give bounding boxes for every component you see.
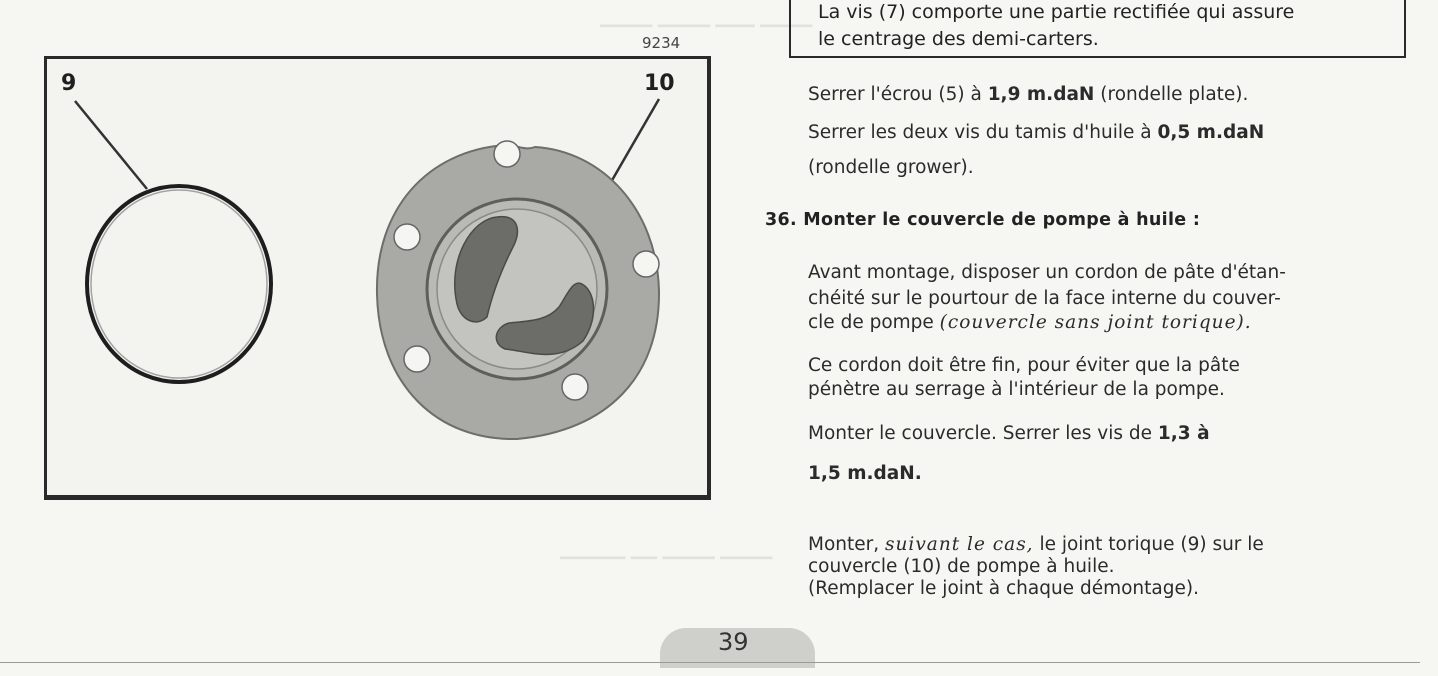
leader-line-10 bbox=[607, 99, 659, 189]
torque-value-line: 1,5 m.daN. bbox=[808, 463, 922, 484]
text-span: le joint torique (9) sur le bbox=[1033, 534, 1264, 555]
italic-text: suivant le cas, bbox=[885, 534, 1034, 555]
figure-frame bbox=[44, 56, 711, 500]
text-span: cle de pompe bbox=[808, 312, 940, 333]
text-span: Monter, bbox=[808, 534, 886, 555]
callout-10: 10 bbox=[644, 71, 675, 96]
pump-cover-illustration bbox=[47, 59, 707, 495]
paragraph-line: chéité sur le pourtour de la face interne du couver- bbox=[808, 288, 1281, 309]
note-box bbox=[789, 0, 1406, 58]
paragraph-line: Ce cordon doit être fin, pour éviter que la pâte bbox=[808, 355, 1240, 376]
paragraph-line: pénètre au serrage à l'intérieur de la pompe. bbox=[808, 379, 1225, 400]
text-span: Serrer les deux vis du tamis d'huile à bbox=[808, 122, 1158, 143]
torque-strainer-line bbox=[808, 122, 1264, 143]
paragraph-line: (Remplacer le joint à chaque démontage). bbox=[808, 578, 1199, 599]
torque-value: 0,5 m.daN bbox=[1157, 122, 1265, 143]
page-number: 39 bbox=[718, 628, 749, 656]
leader-line-9 bbox=[75, 101, 147, 189]
text-span: (rondelle plate). bbox=[1094, 84, 1249, 105]
torque-nut-5-line bbox=[808, 84, 1248, 105]
footer-rule bbox=[0, 662, 1420, 663]
callout-9: 9 bbox=[61, 71, 77, 96]
torque-value: 1,3 à bbox=[1157, 423, 1210, 444]
text-span: Serrer l'écrou (5) à bbox=[808, 84, 988, 105]
o-ring-icon bbox=[87, 186, 271, 382]
figure-code: 9234 bbox=[642, 34, 681, 52]
paragraph-line bbox=[808, 312, 1252, 333]
pump-cover-icon bbox=[377, 141, 659, 439]
paragraph-line: Avant montage, disposer un cordon de pâte d'étan- bbox=[808, 262, 1286, 283]
section-36-heading: 36. Monter le couvercle de pompe à huile : bbox=[765, 210, 1201, 230]
paragraph-line bbox=[808, 534, 1264, 555]
section-title: Monter le couvercle de pompe à huile : bbox=[803, 210, 1201, 230]
washer-note: (rondelle grower). bbox=[808, 157, 974, 178]
text-span: Monter le couvercle. Serrer les vis de bbox=[808, 423, 1158, 444]
note-line-2: le centrage des demi-carters. bbox=[818, 28, 1099, 50]
torque-value: 1,9 m.daN bbox=[987, 84, 1095, 105]
note-line-1: La vis (7) comporte une partie rectifiée qui assure bbox=[818, 1, 1295, 23]
paragraph-line bbox=[808, 423, 1210, 444]
section-number: 36 bbox=[765, 210, 790, 230]
paragraph-line: couvercle (10) de pompe à huile. bbox=[808, 556, 1115, 577]
italic-text: (couvercle sans joint torique). bbox=[939, 312, 1252, 333]
